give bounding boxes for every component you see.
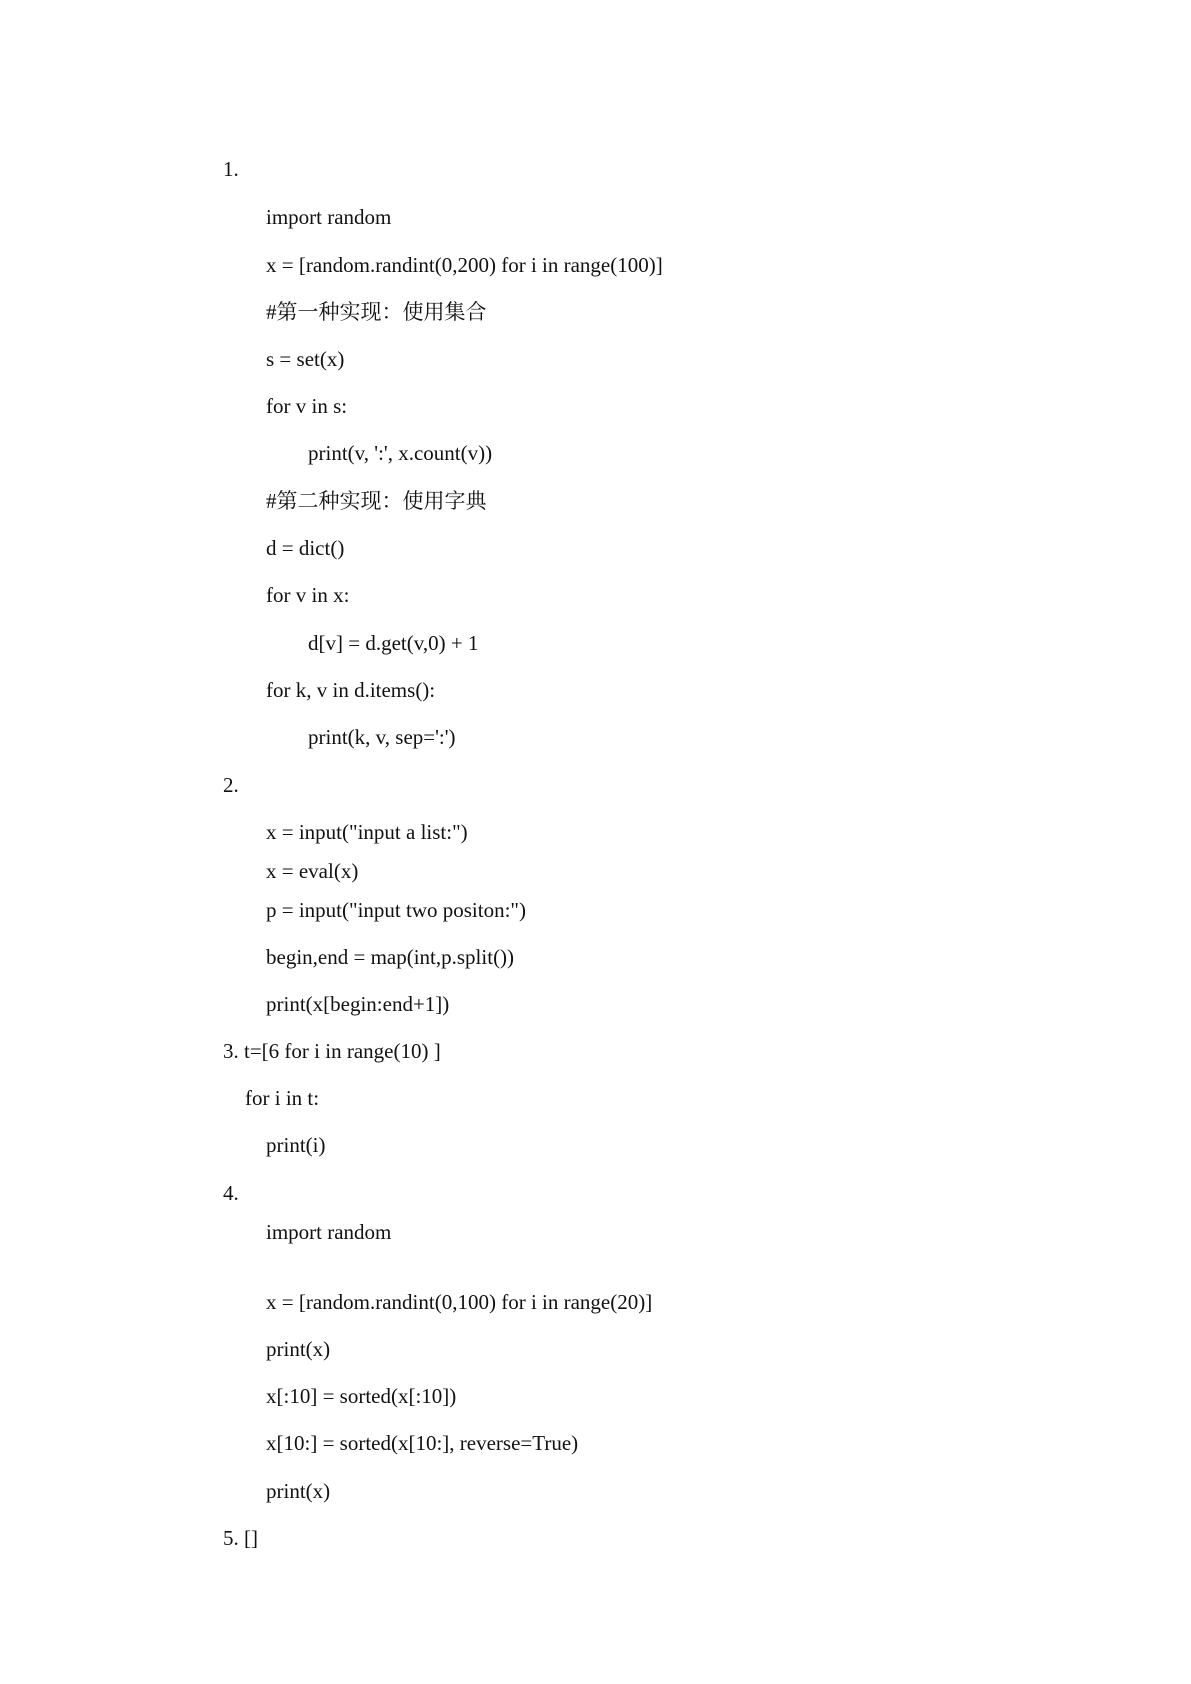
item-number: 3. t=[6 for i in range(10) ] (223, 1039, 441, 1063)
code-line: x = input("input a list:") (266, 820, 468, 844)
code-line: x[:10] = sorted(x[:10]) (266, 1384, 457, 1408)
code-line: x = [random.randint(0,200) for i in range(100)] (266, 253, 663, 277)
item-number: 5. [] (223, 1526, 258, 1550)
item-number: 4. (223, 1181, 239, 1205)
code-line: print(x) (266, 1337, 331, 1361)
code-line: x[10:] = sorted(x[10:], reverse=True) (266, 1431, 579, 1455)
code-line: print(x[begin:end+1]) (266, 992, 450, 1016)
code-comment: #第一种实现：使用集合 (266, 300, 487, 324)
code-line: x = [random.randint(0,100) for i in range(20)] (266, 1290, 653, 1314)
item-number: 1. (223, 157, 239, 181)
code-line: for i in t: (245, 1086, 320, 1110)
code-line: d = dict() (266, 536, 345, 560)
code-line: print(i) (266, 1133, 326, 1157)
code-line: for v in x: (266, 583, 350, 607)
code-comment: #第二种实现：使用字典 (266, 489, 487, 513)
code-line: print(v, ':', x.count(v)) (308, 441, 493, 465)
code-line: d[v] = d.get(v,0) + 1 (308, 631, 479, 655)
code-line: import random (266, 1220, 392, 1244)
code-line: for v in s: (266, 394, 348, 418)
code-line: print(k, v, sep=':') (308, 725, 456, 749)
code-line: print(x) (266, 1479, 331, 1503)
code-line: s = set(x) (266, 347, 345, 371)
code-line: begin,end = map(int,p.split()) (266, 945, 515, 969)
code-line: x = eval(x) (266, 859, 359, 883)
item-number: 2. (223, 773, 239, 797)
code-line: import random (266, 205, 392, 229)
code-line: for k, v in d.items(): (266, 678, 436, 702)
code-line: p = input("input two positon:") (266, 898, 526, 922)
